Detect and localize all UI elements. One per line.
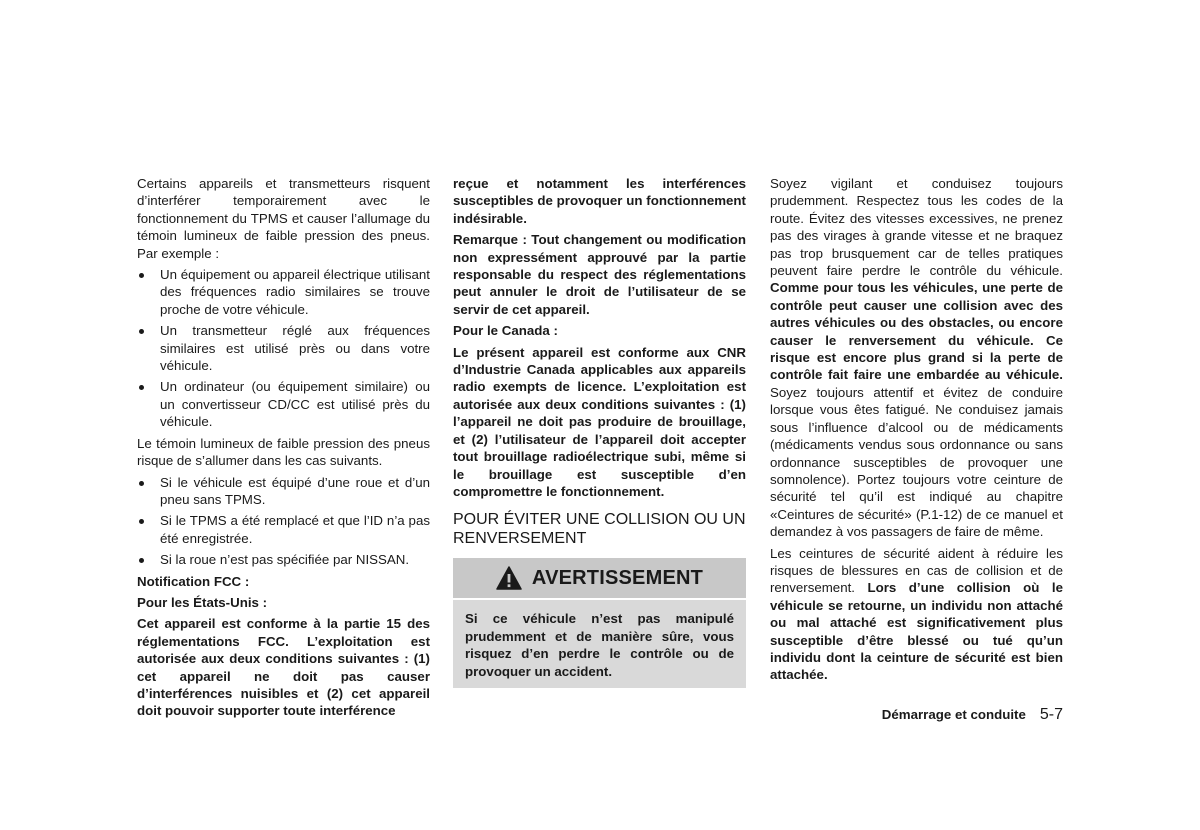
fcc-heading: Notification FCC : (137, 573, 250, 589)
bullet-icon (139, 273, 144, 278)
list-item: Si le véhicule est équipé d’une roue et d’un pneu sans TPMS. (137, 474, 430, 509)
warning-title: AVERTISSEMENT (531, 566, 704, 589)
page-number: 5-7 (1039, 706, 1063, 723)
remark-paragraph: Remarque : Tout changement ou modification non expressément approuvé par la partie responsable du respect des réglementations peut annuler le droit de l’utilisateur de se servir de cet appareil. (453, 232, 746, 317)
column-right (770, 175, 1063, 688)
us-fcc-text: Cet appareil est conforme à la partie 15 des réglementations FCC. L’exploitation est autorisée aux deux conditions suivantes : (1) cet appareil ne doit pas causer d’interférences nuisibles et (2) cet appareil doit pouvoir supporter toute interférence (137, 616, 430, 719)
page-footer (870, 706, 1063, 724)
cases-intro-paragraph: Le témoin lumineux de faible pression des pneus risque de s’allumer dans les cas suivants. (137, 435, 430, 469)
us-heading: Pour les États-Unis : (137, 594, 268, 610)
interference-examples-list (137, 266, 430, 431)
intro-paragraph: Certains appareils et transmetteurs risquent d’interférer temporairement avec le fonctionnement du TPMS et causer l’allumage du témoin lumineux de faible pression des pneus. Par exemple : (137, 176, 430, 261)
warning-light-cases-list (137, 474, 430, 569)
bullet-icon (139, 385, 144, 390)
bullet-icon (139, 329, 144, 334)
us-fcc-text-continued: reçue et notamment les interférences susceptibles de provoquer un fonctionnement indésirable. (453, 176, 746, 226)
list-item: Un ordinateur (ou équipement similaire) ou un convertisseur CD/CC est utilisé près du véhicule. (137, 378, 430, 430)
column-left (137, 175, 430, 724)
list-item: Un transmetteur réglé aux fréquences similaires est utilisé près ou dans votre véhicule. (137, 322, 430, 374)
warning-text: Si ce véhicule n’est pas manipulé prudemment et de manière sûre, vous risquez d’en perdre le contrôle ou de provoquer un accident. (465, 611, 734, 679)
canada-heading: Pour le Canada : (453, 323, 558, 339)
list-item: Si la roue n’est pas spécifiée par NISSAN. (137, 551, 430, 568)
column-middle (453, 175, 746, 688)
canada-text: Le présent appareil est conforme aux CNR d’Industrie Canada applicables aux appareils radio exempts de licence. L’exploitation est autorisée aux deux conditions suivantes : (1) l’appareil ne doit pas produire de brouillage, et (2) l’utilisateur de l’appareil doit accepter tout brouillage radioélectrique subi, même si le brouillage est susceptible d’en compromettre le fonctionnement. (453, 344, 746, 499)
warning-triangle-icon (496, 566, 522, 590)
bullet-icon (139, 558, 144, 563)
bullet-icon (139, 519, 144, 524)
footer-section-title: Démarrage et conduite (881, 707, 1026, 722)
warning-header (453, 558, 746, 600)
section-heading: POUR ÉVITER UNE COLLISION OU UN RENVERSEMENT (453, 511, 746, 548)
list-item: Un équipement ou appareil électrique utilisant des fréquences radio similaires se trouve proche de votre véhicule. (137, 266, 430, 318)
warning-box (453, 558, 746, 688)
seatbelt-paragraph: Les ceintures de sécurité aident à réduire les risques de blessures en cas de collision et de renversement. Lors d’une collision où le véhicule se retourne, un individu non attaché ou mal attaché est significativement plus susceptible d’être blessé ou tué qu’un individu dont la ceinture de sécurité est bien attachée. (770, 545, 1063, 683)
driving-safety-paragraph: Soyez vigilant et conduisez toujours prudemment. Respectez tous les codes de la route. Évitez des vitesses excessives, ne prenez pas des virages à grande vitesse et ne braquez pas trop brusquement car de telles pratiques peuvent faire perdre le contrôle du véhicule. Comme pour tous les véhicules, une perte de contrôle peut causer une collision avec des autres véhicules ou des obstacles, ou encore causer le renversement du véhicule. Ce risque est encore plus grand si la perte de contrôle fait faire une embardée au véhicule. Soyez toujours attentif et évitez de conduire lorsque vous êtes fatigué. Ne conduisez jamais sous l’influence d’alcool ou de médicaments (médicaments vendus sous ordonnance ou sans ordonnance susceptibles de provoquer une somnolence). Portez toujours votre ceinture de sécurité tel qu’il est indiqué au chapitre «Ceintures de sécurité» (P.1-12) de ce manuel et demandez à vos passagers de faire de même. (770, 176, 1063, 540)
list-item: Si le TPMS a été remplacé et que l’ID n’a pas été enregistrée. (137, 512, 430, 547)
bullet-icon (139, 481, 144, 486)
